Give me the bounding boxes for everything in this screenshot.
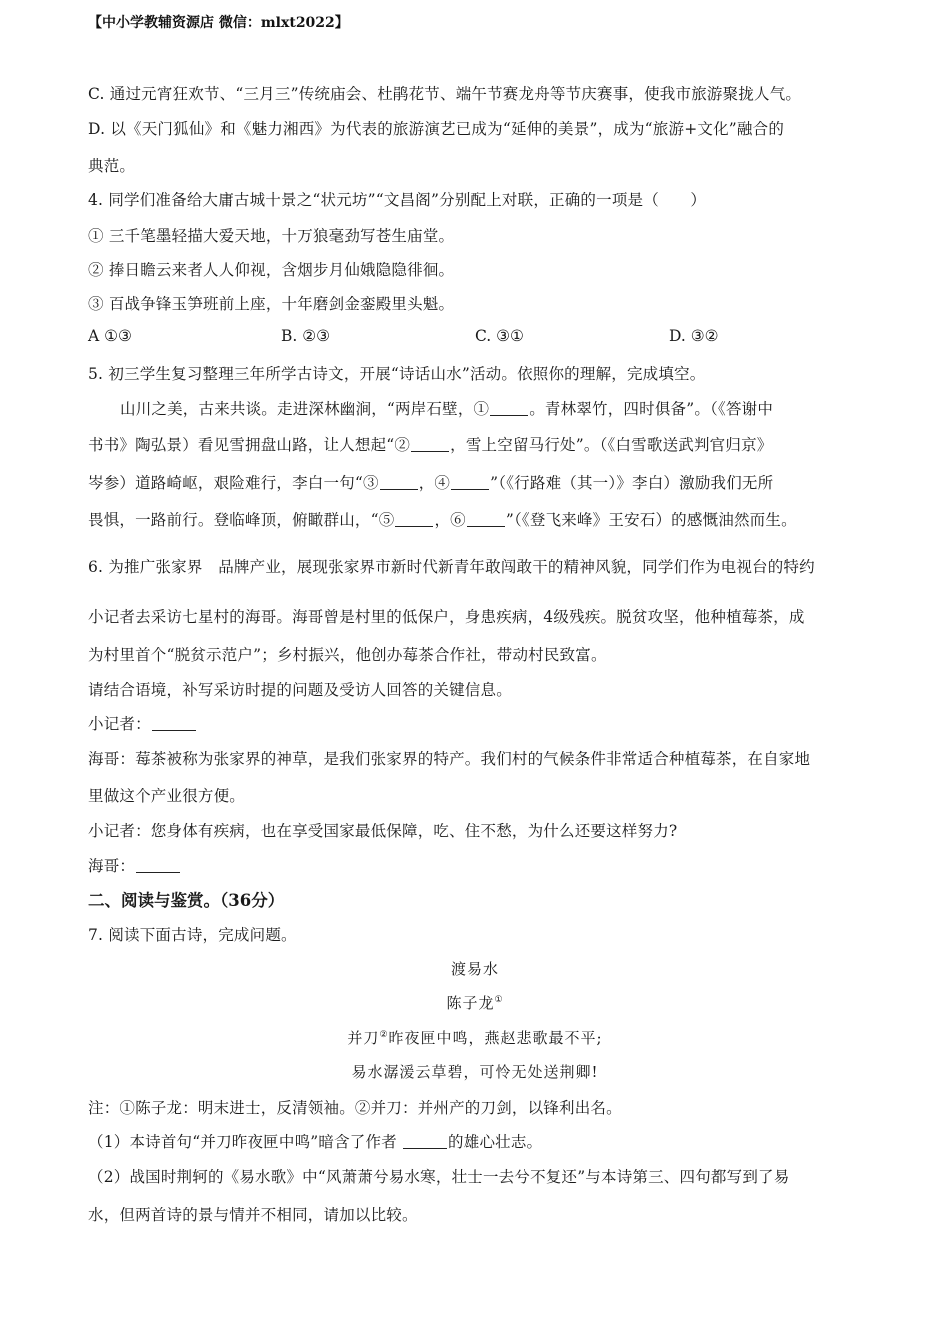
q5-blank-6 — [467, 512, 505, 527]
q7-text: 的雄心壮志。 — [448, 1133, 543, 1151]
q5-paragraph-line1 — [120, 397, 773, 419]
q5-text: 畏惧，一路前行。登临峰顶，俯瞰群山，“⑤ — [88, 511, 395, 529]
q5-paragraph-line4 — [88, 508, 797, 530]
q6-blank-1 — [152, 716, 196, 731]
q6-instruction: 请结合语境，补写采访时提的问题及受访人回答的关键信息。 — [88, 681, 512, 699]
q4-option-b: B. ②③ — [281, 327, 331, 345]
q6-speaker: 小记者： — [88, 715, 151, 733]
q7-subquestion-1 — [88, 1130, 542, 1152]
q6-haige-answer-1a: 海哥：莓茶被称为张家界的神草，是我们张家界的特产。我们村的气候条件非常适合种植莓茶，在自家地 — [88, 750, 811, 768]
q5-text: 岑参）道路崎岖，艰险难行，李白一句“③ — [88, 474, 379, 492]
poem-text: 昨夜匣中鸣，燕赵悲歌最不平; — [388, 1029, 603, 1047]
q3-option-c: C. 通过元宵狂欢节、“三月三”传统庙会、杜鹃花节、端午节赛龙舟等节庆赛事，使我市旅游聚拢人气。 — [88, 85, 802, 103]
q5-text: 。青林翠竹，四时俱备”。（《答谢中 — [529, 400, 774, 418]
q5-blank-3 — [380, 475, 418, 490]
q4-option-d: D. ③② — [669, 327, 719, 345]
q5-text: 山川之美，古来共谈。走进深林幽涧，“两岸石壁，① — [120, 400, 490, 418]
poem-line-1 — [0, 1027, 950, 1048]
q5-paragraph-line3 — [88, 471, 773, 493]
poem-notes: 注：①陈子龙：明末进士，反清领袖。②并刀：并州产的刀剑，以锋利出名。 — [88, 1099, 622, 1117]
note-marker: ① — [494, 995, 504, 1005]
q4-option-c: C. ③① — [475, 327, 524, 345]
q4-stem: 4. 同学们准备给大庸古城十景之“状元坊”“文昌阁”分别配上对联，正确的一项是（ ） — [88, 191, 707, 209]
q4-option-a: A ①③ — [88, 327, 132, 345]
q6-haige-answer-1b: 里做这个产业很方便。 — [88, 787, 246, 805]
q4-couplet-3: ③ 百战争锋玉笋班前上座，十年磨剑金銮殿里头魁。 — [88, 295, 455, 313]
q5-text: 书书》陶弘景）看见雪拥盘山路，让人想起“② — [88, 436, 411, 454]
poem-title: 渡易水 — [450, 960, 499, 978]
q6-reporter-question-2: 小记者：您身体有疾病，也在享受国家最低保障，吃、住不愁，为什么还要这样努力? — [88, 822, 678, 840]
q6-speaker: 海哥： — [88, 857, 136, 875]
section-title: 二、阅读与鉴赏。（36分） — [88, 891, 285, 910]
q6-blank-2 — [136, 858, 180, 873]
q6-reporter-question-1 — [88, 712, 197, 734]
poem-author — [0, 992, 950, 1013]
author-name: 陈子龙 — [446, 994, 495, 1012]
q5-text: ，⑥ — [434, 511, 466, 529]
q5-stem: 5. 初三学生复习整理三年所学古诗文，开展“诗话山水”活动。依照你的理解，完成填空。 — [88, 365, 706, 383]
q7-subquestion-2-line2: 水，但两首诗的景与情并不相同，请加以比较。 — [88, 1206, 418, 1224]
q7-stem: 7. 阅读下面古诗，完成问题。 — [88, 926, 297, 944]
q5-text: ，④ — [418, 474, 451, 492]
q7-blank-1 — [403, 1134, 447, 1149]
q3-option-d-line2: 典范。 — [88, 157, 136, 175]
q7-text: （1）本诗首句“并刀昨夜匣中鸣”暗含了作者 — [88, 1133, 403, 1151]
q6-line3: 为村里首个“脱贫示范户”；乡村振兴，他创办莓茶合作社，带动村民致富。 — [88, 646, 607, 664]
note-marker: ② — [379, 1030, 389, 1040]
q5-text: ”（《登飞来峰》王安石）的感慨油然而生。 — [505, 511, 797, 529]
q6-line1: 6. 为推广张家界 品牌产业，展现张家界市新时代新青年敢闯敢干的精神风貌，同学们作为电视台的特约 — [88, 558, 815, 576]
q4-couplet-2: ② 捧日瞻云来者人人仰视，含烟步月仙娥隐隐徘徊。 — [88, 261, 455, 279]
poem-line-2: 易水潺湲云草碧，可怜无处送荆卿! — [351, 1063, 599, 1081]
q4-couplet-1: ① 三千笔墨轻描大爱天地，十万狼毫劲写苍生庙堂。 — [88, 227, 455, 245]
q5-blank-1 — [490, 401, 528, 416]
page-header: 【中小学教辅资源店 微信：mlxt2022】 — [88, 15, 349, 31]
q5-text: ，雪上空留马行处”。（《白雪歌送武判官归京》 — [450, 436, 773, 454]
q3-option-d-line1: D. 以《天门狐仙》和《魅力湘西》为代表的旅游演艺已成为“延伸的美景”，成为“旅游+文化”融合的 — [88, 120, 785, 138]
poem-text: 并刀 — [347, 1029, 380, 1047]
q7-subquestion-2-line1: （2）战国时荆轲的《易水歌》中“风萧萧兮易水寒，壮士一去兮不复还”与本诗第三、四句都写到了易 — [88, 1168, 790, 1186]
q5-blank-5 — [395, 512, 433, 527]
q5-text: ”（《行路难（其一）》李白）激励我们无所 — [490, 474, 774, 492]
q6-line2: 小记者去采访七星村的海哥。海哥曾是村里的低保户，身患疾病，4级残疾。脱贫攻坚，他种植莓茶，成 — [88, 608, 805, 626]
q5-paragraph-line2 — [88, 433, 772, 455]
q5-blank-4 — [451, 475, 489, 490]
q5-blank-2 — [411, 437, 449, 452]
q6-haige-answer-2 — [88, 854, 181, 876]
